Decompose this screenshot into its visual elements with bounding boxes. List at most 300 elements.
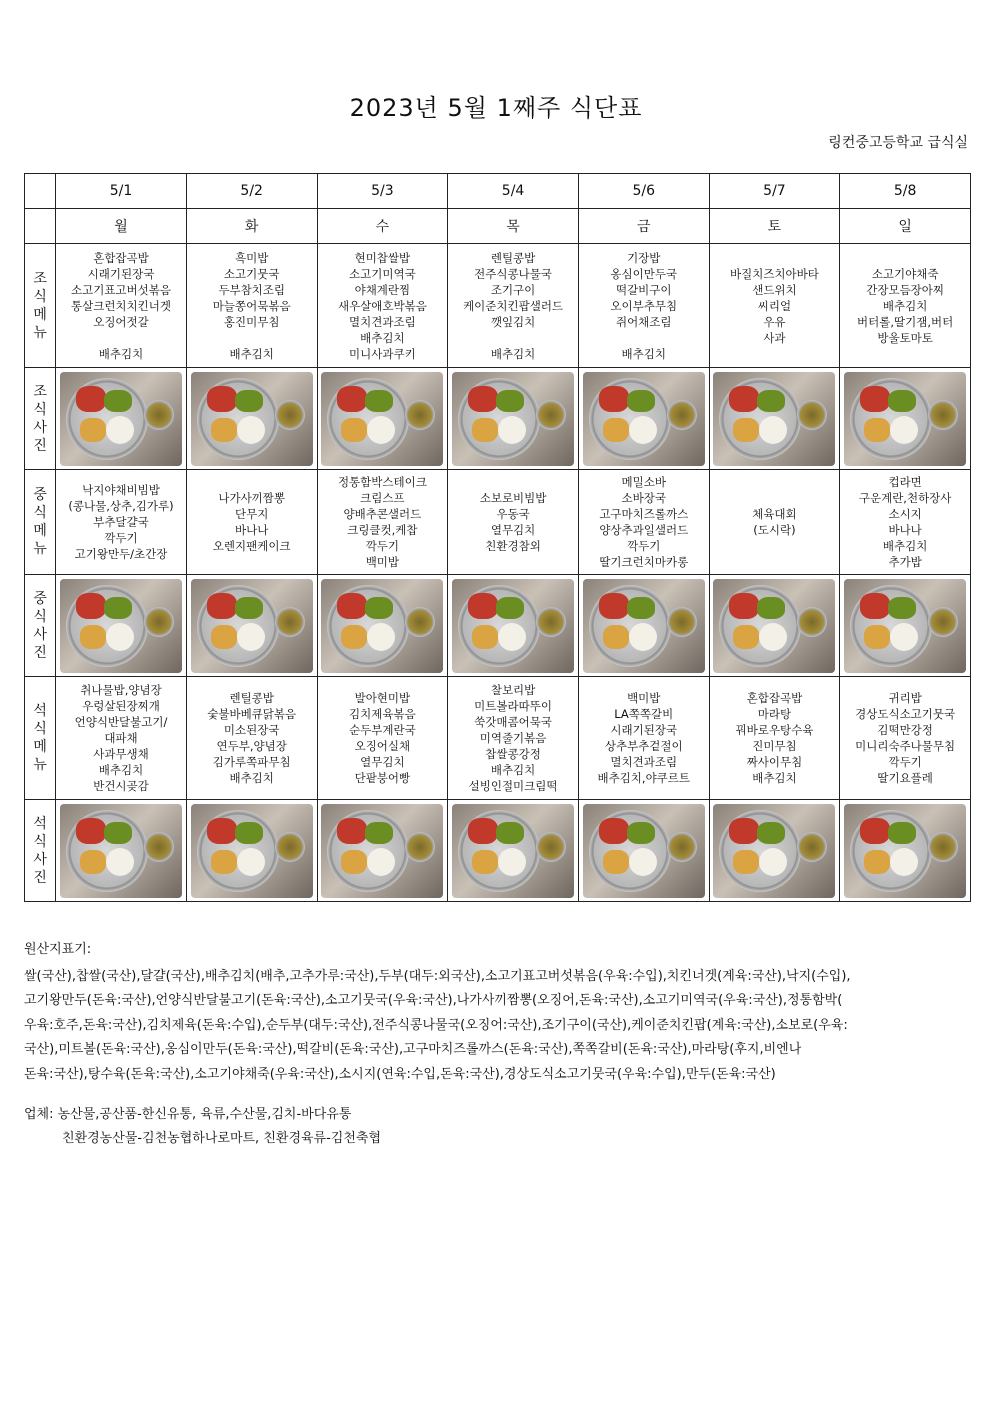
food-icon: [759, 623, 787, 651]
menu-item: 배추김치: [882, 298, 928, 313]
menu-item: (콩나물,상추,김가루): [68, 499, 174, 513]
food-icon: [468, 386, 498, 412]
menu-item: 단무지: [235, 507, 269, 521]
menu-cell: [317, 244, 448, 368]
menu-item: 고기왕만두/초간장: [74, 547, 168, 561]
row-label-cell: [25, 244, 56, 368]
menu-item: [56, 330, 186, 346]
menu-item: 샌드위치: [752, 282, 797, 297]
row-label-cell: [25, 368, 56, 470]
food-icon: [733, 625, 759, 649]
menu-item: 멸치견과조림: [610, 755, 678, 769]
soup-bowl-icon: [144, 832, 174, 862]
food-icon: [468, 593, 498, 619]
breakfast-meal-photo: [583, 372, 705, 466]
breakfast-meal-photo: [60, 372, 182, 466]
soup-bowl-icon: [405, 832, 435, 862]
dinner-menu-row: [25, 677, 971, 800]
food-icon: [106, 848, 134, 876]
menu-item: 진미무침: [752, 739, 797, 753]
photo-cell: [317, 800, 448, 902]
food-icon: [864, 418, 890, 442]
menu-cell: [578, 244, 709, 368]
date-cell: 5/3: [317, 174, 448, 209]
menu-item: 메밀소바: [621, 475, 666, 489]
weekday-row: [25, 209, 971, 244]
photo-cell: [56, 368, 187, 470]
food-icon: [496, 390, 524, 412]
menu-item: 순두부계란국: [349, 723, 416, 737]
menu-cell: [709, 470, 840, 575]
food-icon: [498, 848, 526, 876]
photo-cell: [448, 368, 579, 470]
menu-item: 야채계란찜: [354, 282, 411, 297]
menu-item: 배추김치: [490, 346, 536, 361]
photo-cell: [709, 575, 840, 677]
row-label: 조식메뉴: [33, 270, 47, 341]
food-icon: [498, 416, 526, 444]
food-icon: [757, 390, 785, 412]
menu-item: 바질치즈치아바타: [730, 266, 819, 281]
menu-item: 바나나: [235, 523, 269, 537]
food-icon: [337, 386, 367, 412]
menu-item: 딸기요플레: [877, 771, 933, 785]
food-icon: [496, 597, 524, 619]
food-icon: [599, 386, 629, 412]
food-icon: [237, 623, 265, 651]
food-icon: [365, 390, 393, 412]
food-icon: [603, 418, 629, 442]
menu-item: 정통함박스테이크: [337, 475, 427, 489]
menu-item: 조기구이: [490, 282, 536, 297]
date-cell: 5/4: [448, 174, 579, 209]
food-icon: [472, 850, 498, 874]
date-cell: 5/2: [186, 174, 317, 209]
menu-list: [318, 690, 448, 786]
menu-item: [448, 330, 578, 346]
food-icon: [496, 822, 524, 844]
menu-cell: [709, 677, 840, 800]
soup-bowl-icon: [536, 607, 566, 637]
origin-line: 우육:호주,돈육:국산),김치제육(돈육:수입),순두부(대두:국산),전주식콩나물국(오징어:국산),조기구이(국산),케이준치킨팝(계육:국산),소보로(우육:: [24, 1017, 848, 1033]
food-icon: [888, 390, 916, 412]
food-icon: [733, 418, 759, 442]
food-icon: [365, 597, 393, 619]
lunch-meal-photo: [321, 579, 443, 673]
food-icon: [733, 850, 759, 874]
menu-item: 배추김치: [98, 346, 144, 361]
dinner-meal-photo: [583, 804, 705, 898]
menu-item: 우렁살된장찌개: [82, 699, 160, 713]
food-icon: [472, 418, 498, 442]
photo-cell: [840, 575, 971, 677]
menu-list: [56, 682, 186, 794]
food-icon: [106, 416, 134, 444]
food-icon: [341, 850, 367, 874]
menu-cell: [840, 470, 971, 575]
menu-item: 대파채: [104, 731, 138, 745]
menu-list: [840, 266, 970, 346]
menu-list: [710, 266, 840, 346]
soup-bowl-icon: [275, 832, 305, 862]
menu-item: 깍두기: [888, 755, 922, 769]
row-label: 중식메뉴: [33, 487, 47, 557]
menu-item: 반건시곶감: [93, 779, 149, 793]
supplier-line: 친환경농산물-김천농협하나로마트, 친환경육류-김천축협: [62, 1131, 382, 1146]
menu-item: 소고기미역국: [349, 266, 416, 281]
soup-bowl-icon: [405, 607, 435, 637]
food-icon: [864, 625, 890, 649]
menu-item: 크림스프: [360, 491, 405, 505]
breakfast-meal-photo: [191, 372, 313, 466]
menu-item: 경상도식소고기뭇국: [855, 707, 956, 721]
menu-item: 깻잎김치: [490, 314, 536, 329]
menu-item: 방울토마토: [877, 330, 933, 345]
menu-list: [710, 506, 840, 538]
menu-item: 배추김치: [229, 346, 274, 361]
menu-item: 시래기된장국: [610, 723, 678, 737]
menu-cell: [448, 677, 579, 800]
photo-cell: [840, 368, 971, 470]
photo-cell: [448, 575, 579, 677]
food-icon: [629, 416, 657, 444]
date-cell: 5/7: [709, 174, 840, 209]
menu-list: [579, 690, 709, 786]
menu-item: 배추김치: [882, 539, 928, 553]
breakfast-photo-row: [25, 368, 971, 470]
menu-item: 미트볼라따뚜이: [474, 699, 552, 713]
food-icon: [367, 848, 395, 876]
menu-item: 크링클컷,케찹: [347, 523, 418, 537]
origin-line: 국산),미트볼(돈육:국산),옹심이만두(돈육:국산),떡갈비(돈육:국산),고구마치즈롤까스(돈육:국산),쪽쪽갈비(돈육:국산),마라탕(후지,비엔나: [24, 1042, 802, 1057]
dinner-meal-photo: [321, 804, 443, 898]
menu-item: 마늘쫑어묵볶음: [212, 298, 291, 313]
lunch-meal-photo: [583, 579, 705, 673]
food-icon: [472, 625, 498, 649]
menu-item: 미역줄기볶음: [479, 731, 547, 745]
dinner-meal-photo: [452, 804, 574, 898]
photo-cell: [578, 575, 709, 677]
menu-item: 열무김치: [490, 523, 536, 537]
menu-item: 두부참치조림: [218, 282, 286, 297]
menu-list: [56, 482, 186, 562]
menu-item: 취나물밥,양념장: [80, 683, 162, 697]
menu-list: [318, 474, 448, 570]
menu-list: [448, 250, 578, 362]
photo-cell: [578, 368, 709, 470]
soup-bowl-icon: [275, 607, 305, 637]
row-label-cell: [25, 800, 56, 902]
menu-item: 깍두기: [627, 539, 661, 553]
food-icon: [235, 822, 263, 844]
menu-cell: [840, 677, 971, 800]
food-icon: [80, 418, 106, 442]
soup-bowl-icon: [797, 607, 827, 637]
menu-item: 소보로비빔밥: [479, 491, 547, 505]
food-icon: [603, 625, 629, 649]
menu-cell: [186, 244, 317, 368]
menu-item: 김치제육볶음: [349, 707, 416, 721]
row-label: 중식사진: [33, 590, 47, 661]
food-icon: [729, 593, 759, 619]
menu-item: 통살크런치치킨너겟: [71, 298, 171, 313]
menu-item: 백미밥: [627, 691, 661, 705]
menu-list: [448, 490, 578, 554]
food-icon: [599, 593, 629, 619]
food-icon: [599, 818, 629, 844]
menu-item: 바나나: [888, 523, 922, 537]
menu-item: 현미찹쌀밥: [354, 250, 411, 265]
dinner-meal-photo: [713, 804, 835, 898]
menu-item: 새우살애호박볶음: [337, 298, 427, 313]
menu-item: 우유: [763, 314, 786, 329]
row-label: 조식사진: [33, 383, 47, 454]
menu-item: 오이부추무침: [610, 298, 678, 313]
menu-item: 소고기표고버섯볶음: [71, 282, 171, 297]
soup-bowl-icon: [667, 832, 697, 862]
soup-bowl-icon: [536, 832, 566, 862]
menu-item: 배추김치,야쿠르트: [597, 771, 691, 785]
menu-cell: [709, 244, 840, 368]
menu-cell: [448, 470, 579, 575]
menu-cell: [317, 470, 448, 575]
food-icon: [860, 593, 890, 619]
menu-item: 딸기크런치마카롱: [599, 555, 689, 569]
menu-item: 김가루쪽파무침: [212, 755, 291, 769]
menu-cell: [56, 244, 187, 368]
menu-item: 소고기뭇국: [223, 266, 280, 281]
food-icon: [367, 623, 395, 651]
food-icon: [629, 623, 657, 651]
origin-label: 원산지표기:: [24, 942, 92, 957]
food-icon: [627, 822, 655, 844]
dinner-meal-photo: [60, 804, 182, 898]
menu-item: LA쪽쪽갈비: [614, 707, 674, 721]
weekday-cell: 목: [448, 209, 579, 244]
school-cafeteria-name: 링컨중고등학교 급식실: [828, 135, 968, 151]
origin-notice: [24, 938, 974, 1087]
row-label-cell: [25, 677, 56, 800]
food-icon: [237, 848, 265, 876]
photo-cell: [317, 575, 448, 677]
menu-item: 미니사과쿠키: [349, 346, 416, 361]
corner-cell: [25, 209, 56, 244]
menu-cell: [317, 677, 448, 800]
menu-item: 배추김치: [621, 346, 666, 361]
menu-item: 배추김치: [229, 771, 274, 785]
menu-list: [579, 474, 709, 570]
food-icon: [80, 850, 106, 874]
menu-list: [579, 250, 709, 362]
menu-item: 양상추과일샐러드: [599, 523, 689, 537]
food-icon: [888, 597, 916, 619]
food-icon: [106, 623, 134, 651]
menu-item: 렌틸콩밥: [229, 691, 274, 705]
menu-item: 열무김치: [360, 755, 405, 769]
menu-item: 발아현미밥: [354, 691, 411, 705]
origin-line: 돈육:국산),탕수육(돈육:국산),소고기야채죽(우육:국산),소시지(연육:수입,돈육:국산),경상도식소고기뭇국(우육:수입),만두(돈육:국산): [24, 1066, 776, 1082]
photo-cell: [186, 368, 317, 470]
food-icon: [729, 818, 759, 844]
menu-item: 백미밥: [365, 555, 400, 569]
weekday-cell: 일: [840, 209, 971, 244]
food-icon: [76, 593, 106, 619]
menu-item: 간장모듬장아찌: [866, 282, 945, 297]
menu-list: [840, 474, 970, 570]
soup-bowl-icon: [536, 400, 566, 430]
menu-item: 추가밥: [888, 555, 922, 569]
menu-item: 단팥붕어빵: [354, 771, 411, 785]
food-icon: [890, 848, 918, 876]
food-icon: [629, 848, 657, 876]
food-icon: [860, 818, 890, 844]
soup-bowl-icon: [144, 607, 174, 637]
menu-list: [187, 690, 317, 786]
menu-list: [448, 682, 578, 794]
food-icon: [759, 848, 787, 876]
lunch-meal-photo: [191, 579, 313, 673]
weekday-cell: 금: [578, 209, 709, 244]
menu-item: 컵라면: [888, 475, 922, 489]
menu-item: 찰보리밥: [490, 683, 536, 697]
menu-item: 배추김치: [752, 771, 797, 785]
menu-item: 기장밥: [627, 250, 661, 265]
food-icon: [207, 593, 237, 619]
soup-bowl-icon: [928, 607, 958, 637]
food-icon: [207, 386, 237, 412]
food-icon: [211, 418, 237, 442]
soup-bowl-icon: [275, 400, 305, 430]
photo-cell: [578, 800, 709, 902]
weekly-menu-table: [24, 173, 971, 902]
menu-item: 오징어실채: [354, 739, 411, 753]
dinner-meal-photo: [844, 804, 966, 898]
menu-cell: [186, 677, 317, 800]
menu-item: 배추김치: [360, 330, 405, 345]
origin-line: 고기왕만두(돈육:국산),언양식반달불고기(돈육:국산),소고기뭇국(우육:국산),나가사끼짬뽕(오징어,돈육:국산),소고기미역국(우육:국산),정통함박(: [24, 993, 843, 1008]
weekday-cell: 월: [56, 209, 187, 244]
supplier-line: 업체: 농산물,공산품-한신유통, 육류,수산물,김치-바다유통: [24, 1107, 352, 1122]
food-icon: [757, 597, 785, 619]
menu-cell: [578, 677, 709, 800]
dinner-photo-row: [25, 800, 971, 902]
menu-list: [56, 250, 186, 362]
food-icon: [237, 416, 265, 444]
menu-item: [579, 330, 709, 346]
food-icon: [337, 593, 367, 619]
photo-cell: [448, 800, 579, 902]
menu-item: 미소된장국: [223, 723, 280, 737]
food-icon: [890, 416, 918, 444]
date-row: [25, 174, 971, 209]
food-icon: [603, 850, 629, 874]
food-icon: [888, 822, 916, 844]
menu-item: 전주식콩나물국: [474, 266, 552, 281]
food-icon: [468, 818, 498, 844]
soup-bowl-icon: [928, 832, 958, 862]
food-icon: [890, 623, 918, 651]
menu-item: 체육대회: [752, 507, 797, 521]
soup-bowl-icon: [797, 832, 827, 862]
lunch-meal-photo: [452, 579, 574, 673]
menu-item: 친환경참외: [485, 539, 541, 553]
menu-item: 소바장국: [621, 491, 666, 505]
lunch-meal-photo: [844, 579, 966, 673]
food-icon: [104, 390, 132, 412]
menu-item: 꿔바로우탕수육: [735, 723, 814, 737]
menu-item: 소고기야채죽: [871, 266, 939, 281]
weekday-cell: 화: [186, 209, 317, 244]
menu-item: 홍진미무침: [223, 314, 280, 329]
menu-item: 흑미밥: [235, 250, 269, 265]
photo-cell: [317, 368, 448, 470]
date-cell: 5/8: [840, 174, 971, 209]
food-icon: [627, 390, 655, 412]
photo-cell: [840, 800, 971, 902]
menu-item: 떡갈비구이: [615, 282, 672, 297]
breakfast-menu-row: [25, 244, 971, 368]
menu-item: 쥐어채조림: [615, 314, 672, 329]
menu-item: 씨리얼: [757, 298, 792, 313]
food-icon: [757, 822, 785, 844]
breakfast-meal-photo: [321, 372, 443, 466]
food-icon: [337, 818, 367, 844]
menu-item: 연두부,양념장: [216, 739, 287, 753]
soup-bowl-icon: [667, 607, 697, 637]
food-icon: [341, 418, 367, 442]
lunch-meal-photo: [713, 579, 835, 673]
soup-bowl-icon: [667, 400, 697, 430]
menu-item: 마라탕: [757, 707, 792, 721]
menu-item: 짜사이무침: [746, 755, 803, 769]
photo-cell: [56, 575, 187, 677]
menu-cell: [448, 244, 579, 368]
menu-item: 렌틸콩밥: [490, 250, 536, 265]
menu-item: 고구마치즈롤까스: [599, 507, 689, 521]
food-icon: [729, 386, 759, 412]
menu-item: 소시지: [888, 507, 922, 521]
menu-cell: [840, 244, 971, 368]
food-icon: [235, 597, 263, 619]
food-icon: [860, 386, 890, 412]
date-cell: 5/6: [578, 174, 709, 209]
food-icon: [80, 625, 106, 649]
food-icon: [341, 625, 367, 649]
food-icon: [498, 623, 526, 651]
photo-cell: [709, 368, 840, 470]
food-icon: [365, 822, 393, 844]
food-icon: [104, 597, 132, 619]
menu-item: 나가사끼짬뽕: [218, 491, 286, 505]
soup-bowl-icon: [928, 400, 958, 430]
menu-item: 버터롤,딸기잼,버터: [857, 314, 954, 329]
food-icon: [367, 416, 395, 444]
row-label: 석식사진: [33, 815, 47, 886]
menu-item: 구운계란,천하장사: [858, 491, 952, 505]
row-label-cell: [25, 470, 56, 575]
menu-item: 언양식반달불고기/: [74, 715, 168, 729]
food-icon: [211, 850, 237, 874]
menu-item: 사과: [763, 330, 786, 345]
food-icon: [627, 597, 655, 619]
dinner-meal-photo: [191, 804, 313, 898]
menu-item: 시래기된장국: [87, 266, 155, 281]
lunch-meal-photo: [60, 579, 182, 673]
menu-cell: [56, 677, 187, 800]
photo-cell: [186, 575, 317, 677]
lunch-menu-row: [25, 470, 971, 575]
menu-item: 양배추콘샐러드: [343, 507, 422, 521]
